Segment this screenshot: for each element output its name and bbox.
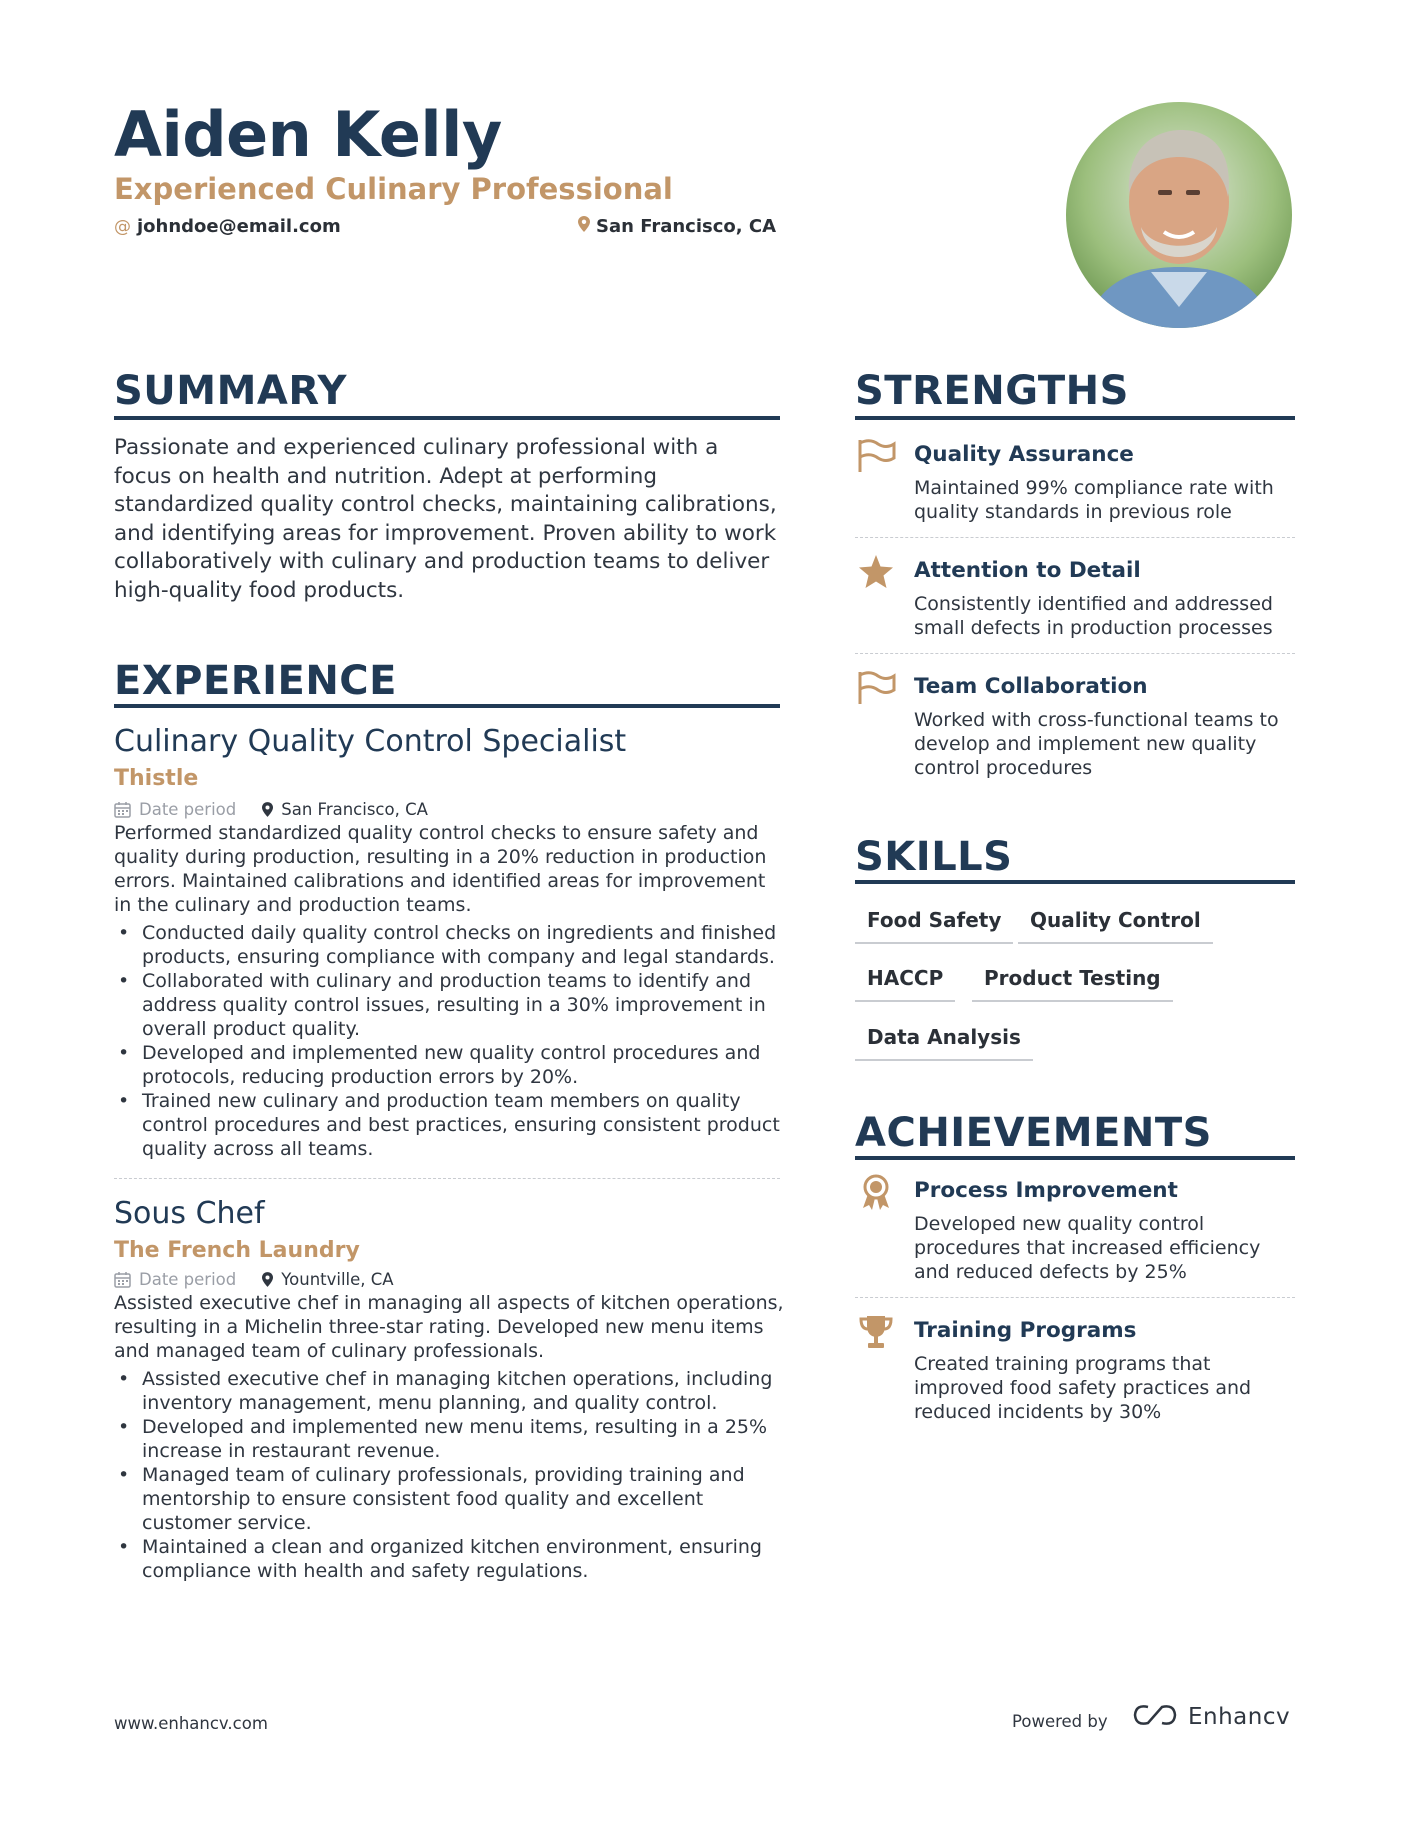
job-company: Thistle	[114, 766, 199, 791]
experience-heading: EXPERIENCE	[114, 658, 397, 704]
flag-icon	[856, 668, 896, 708]
list-item: • Conducted daily quality control checks on ingredients and finished products, ensuring compliance with company and legal standards.	[114, 921, 784, 969]
award-ribbon-icon	[856, 1172, 896, 1212]
job-meta	[114, 1270, 394, 1289]
job-bullets	[114, 1367, 784, 1583]
candidate-role: Experienced Culinary Professional	[114, 172, 673, 206]
summary-heading: SUMMARY	[114, 368, 347, 414]
strengths-rule	[855, 416, 1295, 420]
job-title: Culinary Quality Control Specialist	[114, 724, 627, 759]
divider	[855, 537, 1295, 538]
location-pin-icon	[262, 802, 273, 817]
strength-desc: Maintained 99% compliance rate with quality standards in previous role	[914, 477, 1274, 523]
skill-tag: Food Safety	[855, 908, 1013, 944]
strength-title: Attention to Detail	[914, 558, 1141, 583]
strength-title: Team Collaboration	[914, 674, 1148, 699]
trophy-icon	[856, 1312, 896, 1352]
achievements-rule	[855, 1156, 1295, 1160]
list-item: • Developed and implemented new menu items, resulting in a 25% increase in restaurant revenue.	[114, 1415, 784, 1463]
job-description: Assisted executive chef in managing all aspects of kitchen operations, resulting in a Michelin three-star rating. Developed new menu items and managed team of culinary professionals.	[114, 1292, 784, 1362]
list-item: • Maintained a clean and organized kitchen environment, ensuring compliance with health and safety regulations.	[114, 1535, 784, 1583]
list-item: • Assisted executive chef in managing kitchen operations, including inventory management, menu planning, and quality control.	[114, 1367, 784, 1415]
job-date: Date period	[139, 1270, 237, 1289]
summary-text: Passionate and experienced culinary professional with a focus on health and nutrition. Adept at performing standardized quality control checks, maintaining calibrations, and identifying areas for improvement. Proven ability to work collaboratively with culinary and production teams to deliver high-quality food products.	[114, 435, 777, 603]
achievements-heading: ACHIEVEMENTS	[855, 1110, 1212, 1156]
location-text: San Francisco, CA	[596, 216, 777, 237]
job-date: Date period	[139, 800, 237, 819]
list-item: • Managed team of culinary professionals, providing training and mentorship to ensure consistent food quality and excellent customer service.	[114, 1463, 784, 1535]
summary-rule	[114, 416, 780, 420]
achievement-desc: Created training programs that improved food safety practices and reduced incidents by 30%	[914, 1353, 1252, 1423]
achievement-desc: Developed new quality control procedures that increased efficiency and reduced defects by 25%	[914, 1213, 1261, 1283]
job-meta	[114, 800, 428, 819]
skill-tag: Quality Control	[1018, 908, 1213, 944]
job-location: Yountville, CA	[281, 1270, 394, 1289]
location-pin-icon	[578, 216, 590, 237]
divider	[855, 653, 1295, 654]
calendar-icon	[114, 801, 131, 818]
job-company: The French Laundry	[114, 1238, 360, 1263]
flag-icon	[856, 436, 896, 476]
skills-rule	[855, 880, 1295, 884]
strength-desc: Consistently identified and addressed small defects in production processes	[914, 593, 1273, 639]
strengths-heading: STRENGTHS	[855, 368, 1129, 414]
contact-location	[578, 216, 776, 237]
job-bullets	[114, 921, 784, 1161]
location-pin-icon	[262, 1272, 273, 1287]
divider	[855, 1297, 1295, 1298]
list-item: • Developed and implemented new quality control procedures and protocols, reducing production errors by 20%.	[114, 1041, 784, 1089]
list-item: • Trained new culinary and production team members on quality control procedures and best practices, ensuring consistent product quality across all teams.	[114, 1089, 784, 1161]
brand-logo[interactable]	[1132, 1702, 1290, 1732]
list-item: • Collaborated with culinary and production teams to identify and address quality control issues, resulting in a 30% improvement in overall product quality.	[114, 969, 784, 1041]
skill-tag: Data Analysis	[855, 1025, 1033, 1061]
skill-tag: HACCP	[855, 966, 955, 1002]
strength-desc: Worked with cross-functional teams to develop and implement new quality control procedures	[914, 709, 1279, 779]
skill-tag: Product Testing	[972, 966, 1173, 1002]
skills-heading: SKILLS	[855, 834, 1013, 880]
brand-name: Enhancv	[1188, 1704, 1291, 1730]
job-description: Performed standardized quality control checks to ensure safety and quality during production, resulting in a 20% reduction in production errors. Maintained calibrations and identified areas for improvement in the culinary and production teams.	[114, 822, 767, 916]
powered-by-label: Powered by	[1012, 1712, 1108, 1731]
profile-photo	[1066, 102, 1292, 328]
footer-website-link[interactable]: www.enhancv.com	[114, 1714, 268, 1733]
achievement-title: Process Improvement	[914, 1178, 1178, 1203]
strength-title: Quality Assurance	[914, 442, 1134, 467]
divider	[114, 1178, 780, 1179]
contact-email[interactable]	[114, 216, 341, 237]
calendar-icon	[114, 1271, 131, 1288]
email-text: johndoe@email.com	[137, 216, 341, 237]
job-location: San Francisco, CA	[281, 800, 428, 819]
at-sign-icon: @	[114, 216, 131, 237]
star-icon	[856, 552, 896, 592]
experience-rule	[114, 704, 780, 708]
candidate-name: Aiden Kelly	[114, 98, 502, 171]
enhancv-logo-icon	[1132, 1702, 1178, 1732]
achievement-title: Training Programs	[914, 1318, 1137, 1343]
job-title: Sous Chef	[114, 1196, 265, 1231]
